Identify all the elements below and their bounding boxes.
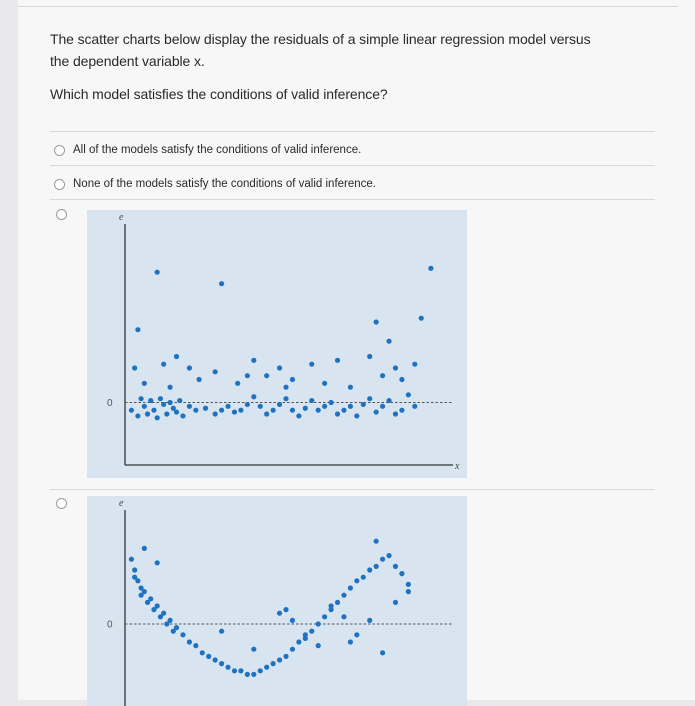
residual-point [151,408,156,413]
residual-point [316,408,321,413]
option-no-models[interactable] [54,178,376,190]
residual-point [412,362,417,367]
residual-point [203,406,208,411]
residual-point [145,411,150,416]
residual-point [235,381,240,386]
residual-point [219,408,224,413]
quiz-sheet [18,0,695,700]
residual-point [177,398,182,403]
residual-point [374,319,379,324]
residual-point [232,409,237,414]
residual-point [142,381,147,386]
residual-point [258,404,263,409]
residual-scatter-chart [87,496,467,706]
x-axis-label: x [455,461,460,472]
residual-point [393,600,398,605]
residual-point [367,618,372,623]
residual-point [361,575,366,580]
residual-point [354,632,359,637]
residual-point [341,593,346,598]
residual-point [139,396,144,401]
residual-point [348,585,353,590]
residual-point [164,621,169,626]
residual-point [238,408,243,413]
residual-point [374,564,379,569]
residual-point [145,600,150,605]
residual-point [335,411,340,416]
residual-point [290,647,295,652]
option-divider [50,489,655,490]
residual-point [135,413,140,418]
residual-point [354,578,359,583]
residual-point [139,593,144,598]
residual-point [283,396,288,401]
radio-button-chart-1[interactable] [56,209,67,220]
residual-point [348,385,353,390]
residual-point [264,411,269,416]
residual-point [290,408,295,413]
residual-point [380,650,385,655]
option-all-models[interactable] [54,144,361,156]
residual-point [386,553,391,558]
residual-point [245,373,250,378]
y-axis-label: e [119,498,124,509]
residual-point [428,266,433,271]
residual-point [219,629,224,634]
y-axis-label: e [119,212,124,223]
residual-point [283,385,288,390]
residual-point [171,629,176,634]
residual-point [348,639,353,644]
residual-point [271,661,276,666]
residual-point [167,385,172,390]
residual-point [148,398,153,403]
option-label: All of the models satisfy the conditions of valid inference. [73,144,362,156]
residual-point [129,408,134,413]
residual-point [193,643,198,648]
residual-point [245,672,250,677]
residual-point [200,650,205,655]
radio-button-chart-2[interactable] [56,498,67,509]
residual-point [367,396,372,401]
residual-point [271,408,276,413]
residual-point [290,618,295,623]
question-block [50,28,610,105]
residual-point [180,413,185,418]
residual-point [174,354,179,359]
residual-point [206,654,211,659]
residual-point [219,661,224,666]
residual-point [219,281,224,286]
residual-point [180,632,185,637]
residual-point [155,560,160,565]
residual-point [161,402,166,407]
residual-plot-1 [87,210,467,478]
residual-point [393,365,398,370]
residual-point [132,575,137,580]
residual-point [258,668,263,673]
residual-point [335,600,340,605]
residual-point [309,398,314,403]
residual-point [142,546,147,551]
residual-point [277,657,282,662]
residual-point [296,413,301,418]
residual-point [374,539,379,544]
residual-point [187,639,192,644]
radio-button[interactable] [54,145,65,156]
residual-point [277,402,282,407]
residual-point [264,373,269,378]
residual-point [277,365,282,370]
residual-point [322,614,327,619]
residual-point [251,647,256,652]
residual-point [380,404,385,409]
option-divider [50,131,655,132]
residual-point [174,409,179,414]
residual-point [283,654,288,659]
residual-point [129,557,134,562]
residual-point [412,404,417,409]
residual-point [251,394,256,399]
residual-point [354,413,359,418]
residual-point [277,611,282,616]
residual-point [196,377,201,382]
residual-point [290,377,295,382]
residual-point [386,398,391,403]
residual-point [155,270,160,275]
residual-point [406,582,411,587]
residual-point [283,607,288,612]
residual-point [322,404,327,409]
residual-point [309,629,314,634]
residual-point [322,381,327,386]
residual-point [303,406,308,411]
residual-point [303,636,308,641]
zero-tick-label: 0 [107,619,113,631]
residual-point [374,409,379,414]
residual-point [167,400,172,405]
residual-scatter-chart [87,210,467,478]
residual-point [232,668,237,673]
residual-point [399,408,404,413]
residual-point [419,316,424,321]
residual-plot-2 [87,496,467,706]
radio-button[interactable] [54,179,65,190]
residual-point [380,557,385,562]
residual-point [341,408,346,413]
residual-point [142,404,147,409]
top-divider [18,6,678,7]
residual-point [393,564,398,569]
residual-point [135,327,140,332]
residual-point [158,396,163,401]
residual-point [367,354,372,359]
option-label: None of the models satisfy the conditions of valid inference. [73,178,377,190]
residual-point [132,567,137,572]
residual-point [155,415,160,420]
residual-point [309,362,314,367]
residual-point [161,362,166,367]
residual-point [132,365,137,370]
residual-point [213,657,218,662]
residual-point [386,339,391,344]
residual-point [361,402,366,407]
residual-point [316,621,321,626]
residual-point [158,614,163,619]
residual-point [367,567,372,572]
residual-point [187,365,192,370]
residual-point [164,411,169,416]
residual-point [316,643,321,648]
option-divider [50,165,655,166]
residual-point [399,571,404,576]
residual-point [328,603,333,608]
residual-point [348,404,353,409]
residual-point [380,373,385,378]
residual-point [251,358,256,363]
residual-point [225,665,230,670]
residual-point [296,639,301,644]
residual-point [187,404,192,409]
residual-point [406,392,411,397]
option-divider [50,199,655,200]
residual-point [238,668,243,673]
residual-point [245,402,250,407]
residual-point [335,358,340,363]
residual-point [399,377,404,382]
zero-tick-label: 0 [107,398,113,409]
residual-point [264,665,269,670]
residual-point [213,369,218,374]
question-prompt: Which model satisfies the conditions of valid inference? [50,86,388,102]
residual-point [393,411,398,416]
residual-point [193,408,198,413]
residual-point [406,589,411,594]
residual-point [328,400,333,405]
residual-point [251,672,256,677]
residual-point [225,404,230,409]
residual-point [213,411,218,416]
residual-point [341,614,346,619]
question-text: The scatter charts below display the residuals of a simple linear regression model versus the dependent variable x. [50,31,591,69]
residual-point [151,607,156,612]
